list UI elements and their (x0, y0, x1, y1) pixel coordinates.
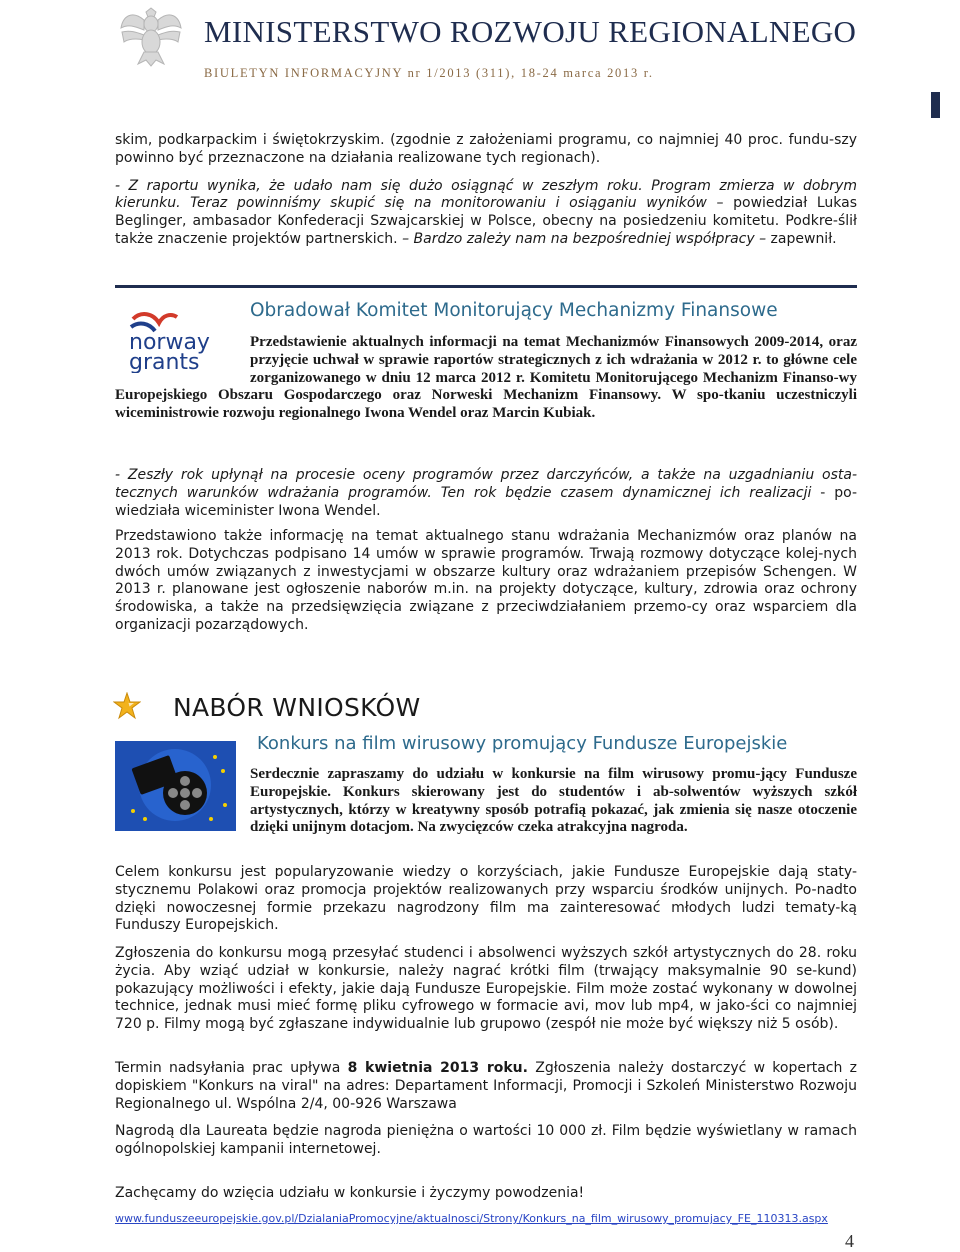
page-number: 4 (845, 1231, 854, 1251)
deadline-date: 8 kwietnia 2013 roku. (347, 1060, 528, 1076)
section2-title: Konkurs na film wirusowy promujący Fundusze Europejskie (257, 733, 788, 754)
logo-wrap-spacer (115, 334, 250, 387)
section2-paragraph-3 (115, 945, 857, 1034)
section2-paragraph-5-text: Nagrodą dla Laureata będzie nagroda pieniężna o wartości 10 000 zł. Film będzie wyświetlany w ramach ogólnopolskiej kampanii internetowej. (115, 1123, 857, 1157)
section2-paragraph-4 (115, 1060, 857, 1113)
section2-paragraph-5 (115, 1123, 857, 1159)
star-icon (113, 692, 141, 720)
section2-lead-text: Serdecznie zapraszamy do udziału w konkursie na film wirusowy promu-jący Fundusze Europejskie. Konkurs skierowany jest do studentów i ab-solwentów wyższych szkół artystycznych, którzy w kreatywny sposób potrafią pokazać, jak zmienia się nasze otoczenie dzięki unijnym dotacjom. Na zwycięzców czeka atrakcyjna nagroda. (250, 766, 857, 836)
section2-paragraph-2-text: Celem konkursu jest popularyzowanie wiedzy o korzyściach, jakie Fundusze Europejskie dają staty-stycznemu Polakowi oraz promocja projektów realizowanych przy wsparciu środków unijnych. Po-nadto dzięki nowoczesnej formie przekazu nagrodzony film ma zainteresować młodych ludzi tematy-ką Funduszy Europejskich. (115, 864, 857, 934)
nabor-heading: NABÓR WNIOSKÓW (173, 693, 421, 722)
logo-word-norway: norway (129, 330, 210, 355)
image-wrap-spacer (115, 766, 250, 837)
ministry-title: MINISTERSTWO ROZWOJU REGIONALNEGO (204, 14, 857, 49)
intro-end: zapewnił. (766, 230, 837, 247)
closing-invitation: Zachęcamy do wzięcia udziału w konkursie i życzymy powodzenia! (115, 1185, 585, 1201)
intro-quote-2: – Bardzo zależy nam na bezpośredniej współpracy – (402, 230, 767, 247)
intro-paragraph-2 (115, 178, 857, 249)
section1-title: Obradował Komitet Monitorujący Mechanizmy Finansowe (250, 300, 778, 321)
section1-lead-text: Przedstawienie aktualnych informacji na temat Mechanizmów Finansowych 2009-2014, oraz przyjęcie uchwał w sprawie raportów strategicznych z ich wdrażania w 2012 r. to główne cele zorganizowanego w dniu 12 marca 2012 r. Komitetu Monitorującego Mechanizm Finanso-wy Europejskiego Obszaru Gospodarczego oraz Norweski Mechanizm Finansowy. W spo-tkaniu uczestniczyli wiceministrowie rozwoju regionalnego Iwona Wendel oraz Marcin Kubiak. (115, 334, 857, 422)
section1-paragraph-3-text: Przedstawiono także informację na temat aktualnego stanu wdrażania Mechanizmów oraz planów na 2013 rok. Dotychczas podpisano 14 umów w sprawie programów. Trwają rozmowy dotyczące kolej-nych dwóch umów związanych z inwestycjami w obszarze kultury oraz wdrażaniem przepisów Schengen. W 2013 r. planowane jest ogłoszenie naborów m.in. na projekty dotyczące, kultury, zdrowia oraz ochrony środowiska, a także na przedsięwzięcia związane z przeciwdziałaniem przemo-cy oraz wsparciem dla organizacji pozarządowych. (115, 528, 857, 633)
bulletin-subtitle: BIULETYN INFORMACYJNY nr 1/2013 (311), 18-24 marca 2013 r. (204, 66, 654, 80)
deadline-intro: Termin nadsyłania prac upływa (115, 1060, 348, 1076)
intro-attribution: – powiedział Lukas Beglinger, ambasador Konfederacji Szwajcarskiej w Polsce, obecny na posiedzeniu komitetu. Podkre-ślił także znaczenie projektów partnerskich. (115, 195, 857, 247)
intro-quote: - Z raportu wynika, że udało nam się dużo osiągnąć w zeszłym roku. Program zmierza w dobrym kierunku. Teraz powinniśmy skupić się na monitorowaniu i osiąganiu wyników (115, 177, 857, 212)
logo-word-grants: grants (129, 350, 200, 373)
section2-paragraph-3-text: Zgłoszenia do konkursu mogą przesyłać studenci i absolwenci wyższych szkół artystycznych do 28. roku życia. Aby wziąć udział w konkursie, należy nagrać krótki film (trwający maksymalnie 90 se-kund) pokazujący możliwości i efekty, jakie dają Fundusze Europejskie. Film może zostać wykonany w dowolnej technice, jednak musi mieć formę pliku cyfrowego w formacie avi, mov lub mp4, w jako-ści co najmniej 720 p. Filmy mogą być zgłaszane indywidualnie lub grupowo (zespół nie może być większy niż 5 osób). (115, 945, 857, 1033)
intro-paragraph-1: skim, podkarpackim i świętokrzyskim. (zgodnie z założeniami programu, co najmniej 40 proc. fundu-szy powinno być przeznaczone na działania realizowane tych regionach). (115, 132, 857, 166)
section2-paragraph-6 (115, 1185, 857, 1203)
section2-lead (115, 766, 857, 837)
section1-quote: - Zeszły rok upłynął na procesie oceny programów przez darczyńców, a także na uzgadnianiu osta-tecznych warunków wdrażania programów. Ten rok będzie czasem dynamicznej ich realizacji (115, 467, 857, 501)
intro-text (115, 132, 857, 249)
header-accent-bar (931, 92, 940, 118)
eagle-emblem-icon (118, 2, 184, 68)
section1-lead (115, 334, 857, 423)
section1-paragraph-3 (115, 528, 857, 635)
source-link[interactable]: www.funduszeeuropejskie.gov.pl/DzialaniaPromocyjne/aktualnosci/Strony/Konkurs_na_film_wirusowy_promujacy_FE_110313.aspx (115, 1212, 828, 1225)
section1-paragraph-2 (115, 467, 857, 520)
section-divider (115, 285, 857, 288)
section2-paragraph-2 (115, 864, 857, 935)
submission-address: Zgłoszenia należy dostarczyć w kopertach z dopiskiem "Konkurs na viral" na adres: Departament Informacji, Promocji i Szkoleń Ministerstwo Rozwoju Regionalnego ul. Wspólna 2/4, 00-926 Warszawa (115, 1060, 857, 1112)
section1-quote-attribution: - po-wiedziała wiceminister Iwona Wendel. (115, 484, 857, 519)
